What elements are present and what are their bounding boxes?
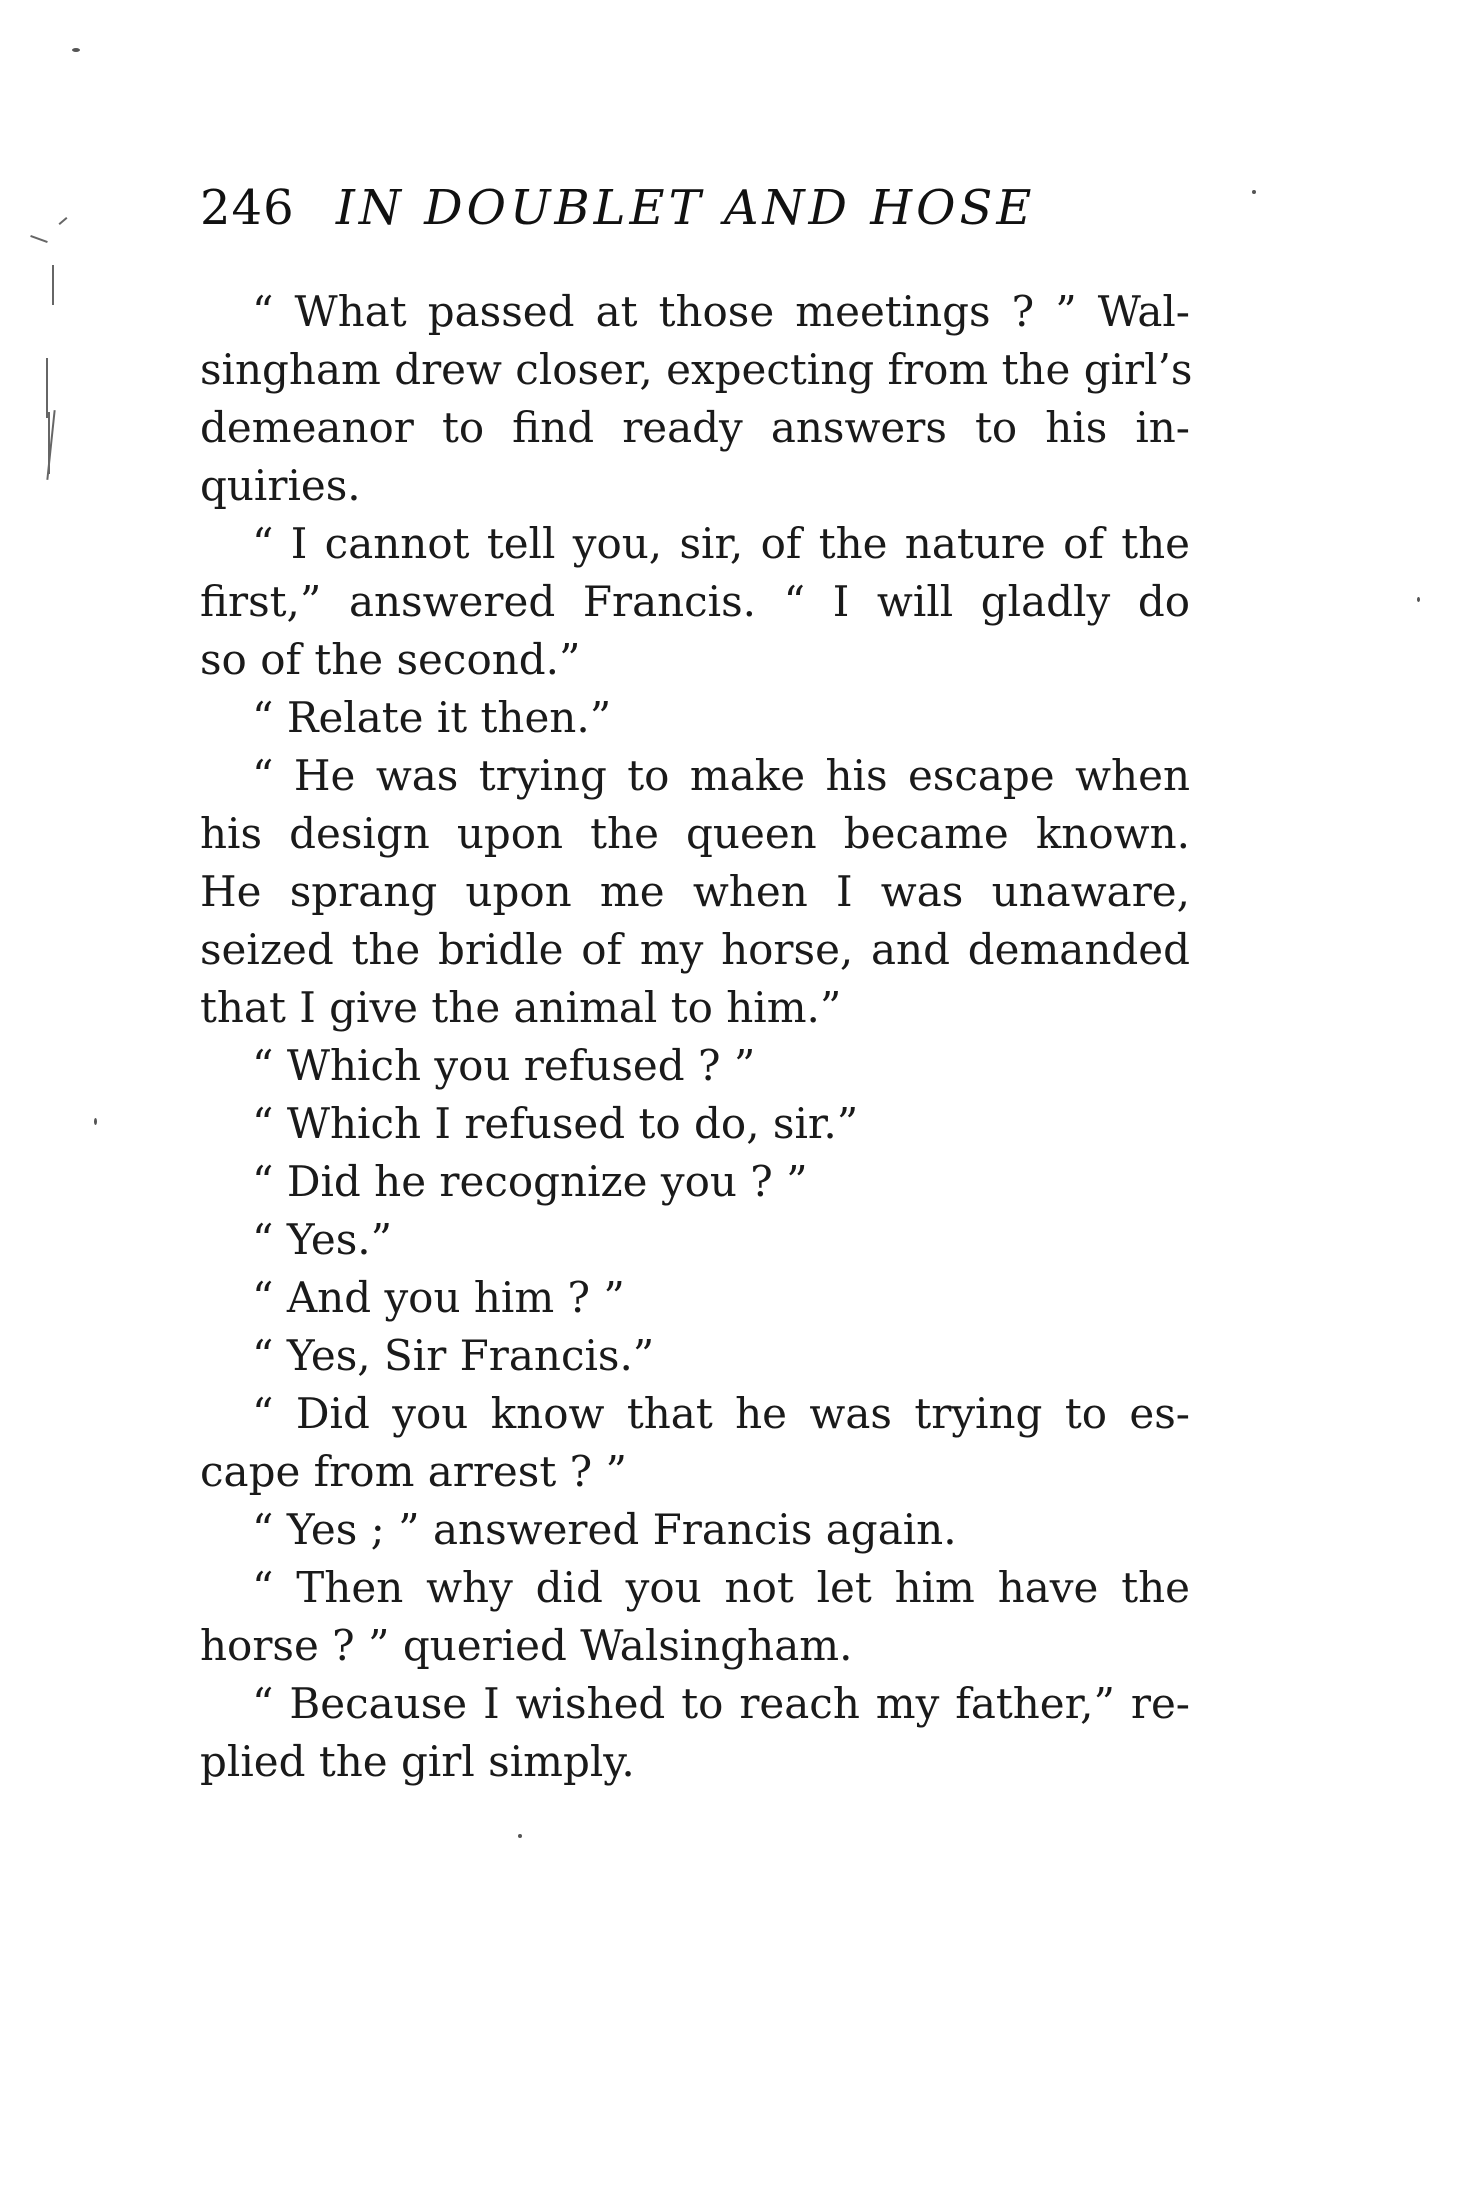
book-title: IN DOUBLET AND HOSE bbox=[335, 180, 1036, 236]
body-text bbox=[200, 283, 1193, 1791]
text-line: his design upon the queen became known. bbox=[200, 809, 1190, 858]
text-line: cape from arrest ? ” bbox=[200, 1447, 627, 1496]
margin-pencil-mark bbox=[30, 235, 48, 243]
margin-pencil-mark bbox=[46, 358, 48, 418]
paper-speck bbox=[1417, 597, 1420, 602]
text-line: first,” answered Francis. “ I will gladly do bbox=[200, 577, 1190, 626]
paper-speck bbox=[72, 48, 80, 52]
text-line: “ Did you know that he was trying to es- bbox=[252, 1389, 1190, 1438]
text-line: “ And you him ? ” bbox=[252, 1273, 625, 1322]
running-head bbox=[200, 178, 1035, 238]
text-line: “ Then why did you not let him have the bbox=[252, 1563, 1190, 1612]
text-line: quiries. bbox=[200, 461, 361, 510]
text-line: “ Yes.” bbox=[252, 1215, 393, 1264]
paper-speck bbox=[1252, 190, 1256, 194]
margin-pencil-mark bbox=[52, 265, 54, 305]
text-line: plied the girl simply. bbox=[200, 1737, 635, 1786]
text-line: seized the bridle of my horse, and demanded bbox=[200, 925, 1190, 974]
text-line: “ Which you refused ? ” bbox=[252, 1041, 756, 1090]
text-line: “ Relate it then.” bbox=[252, 693, 612, 742]
text-line: that I give the animal to him.” bbox=[200, 983, 842, 1032]
text-line: demeanor to find ready answers to his in- bbox=[200, 403, 1190, 452]
text-line: horse ? ” queried Walsingham. bbox=[200, 1621, 853, 1670]
page-number: 246 bbox=[200, 180, 295, 236]
margin-pencil-mark bbox=[59, 217, 68, 225]
text-line: “ Yes ; ” answered Francis again. bbox=[252, 1505, 957, 1554]
text-line: “ Which I refused to do, sir.” bbox=[252, 1099, 859, 1148]
paper-speck bbox=[518, 1834, 522, 1838]
text-line: “ Because I wished to reach my father,” re- bbox=[252, 1679, 1190, 1728]
text-line: “ He was trying to make his escape when bbox=[252, 751, 1190, 800]
paper-speck bbox=[94, 1118, 97, 1125]
text-line: “ Did he recognize you ? ” bbox=[252, 1157, 808, 1206]
text-line: “ What passed at those meetings ? ” Wal- bbox=[252, 287, 1190, 336]
text-line: so of the second.” bbox=[200, 635, 581, 684]
text-line: “ Yes, Sir Francis.” bbox=[252, 1331, 655, 1380]
text-line: singham drew closer, expecting from the girl’s bbox=[200, 345, 1193, 394]
text-line: “ I cannot tell you, sir, of the nature of the bbox=[252, 519, 1190, 568]
text-line: He sprang upon me when I was unaware, bbox=[200, 867, 1190, 916]
